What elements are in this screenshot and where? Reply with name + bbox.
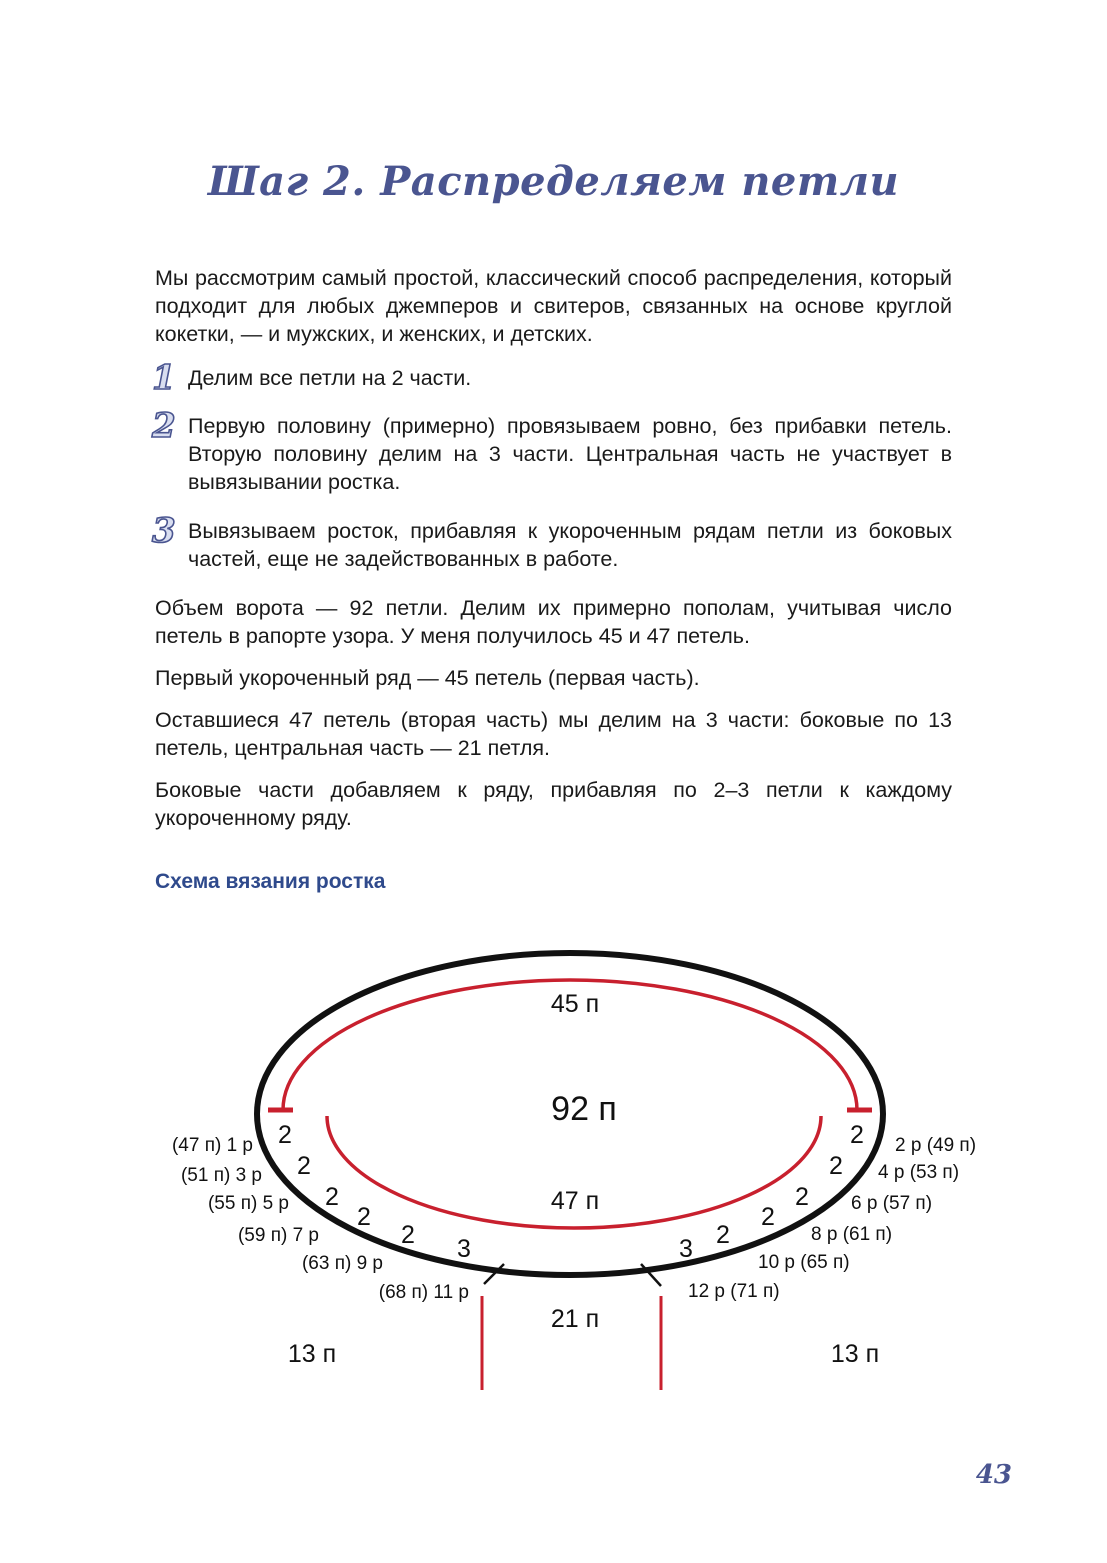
body-paragraph: Первый укороченный ряд — 45 петель (первая часть). [155,666,700,690]
second-half-arc [327,1116,821,1228]
right-row-label: 12 р (71 п) [688,1281,780,1302]
first-half-arc [283,980,857,1110]
left-row-label: (47 п) 1 р [171,1135,253,1156]
label-45: 45 п [550,990,600,1018]
label-47: 47 п [550,1187,600,1215]
step-2 [152,406,952,496]
right-count: 2 [716,1221,730,1249]
left-row-label: (51 п) 3 р [180,1165,262,1186]
left-division-tick [484,1264,504,1284]
right-row-label: 10 р (65 п) [758,1252,850,1273]
diagram-heading: Схема вязания ростка [155,870,386,893]
left-count: 2 [401,1221,415,1249]
body-paragraph: Оставшиеся 47 петель (вторая часть) мы делим на 3 части: боковые по 13 петель, центральная часть — 21 петля. [155,708,952,760]
step-1 [152,358,952,398]
right-count: 2 [850,1121,864,1149]
right-count: 2 [761,1203,775,1231]
left-row-label: (55 п) 5 р [207,1193,289,1214]
left-count: 3 [457,1235,471,1263]
collar-outline [257,953,883,1275]
left-count: 2 [297,1152,311,1180]
right-row-label: 6 р (57 п) [851,1193,933,1214]
body-paragraph: Боковые части добавляем к ряду, прибавляя по 2–3 петли к каждому укороченному ряду. [155,778,952,830]
left-row-label: (68 п) 11 р [378,1282,469,1303]
step-3 [152,511,952,573]
right-division-tick [641,1264,661,1286]
right-row-label: 2 р (49 п) [895,1135,977,1156]
intro-paragraph: Мы рассмотрим самый простой, классический способ распределения, который подходит для любых джемперов и свитеров, связанных на основе круглой кокетки, — и мужских, и женских, и детских. [155,266,952,346]
body-paragraph: Объем ворота — 92 петли. Делим их примерно пополам, учитывая число петель в рапорте узора. У меня получилось 45 и 47 петель. [155,596,952,648]
label-21: 21 п [550,1305,600,1333]
left-count: 2 [278,1121,292,1149]
left-count: 2 [325,1183,339,1211]
right-count: 3 [679,1235,693,1263]
label-left-13: 13 п [287,1340,337,1368]
page-title: Шаг 2. Распределяем петли [207,158,900,205]
step-number-icon: 1 [152,358,176,398]
step-text: Делим все петли на 2 части. [188,366,472,390]
right-count: 2 [795,1183,809,1211]
page-number: 43 [975,1460,1012,1490]
step-text: Первую половину (примерно) провязываем ровно, без прибавки петель. Вторую половину делим на 3 части. Центральная часть не участвует в вывязывании ростка. [188,414,952,494]
right-count: 2 [829,1152,843,1180]
left-count: 2 [357,1203,371,1231]
left-row-label: (63 п) 9 р [301,1253,383,1274]
right-row-label: 8 р (61 п) [811,1224,893,1245]
left-row-label: (59 п) 7 р [237,1225,319,1246]
step-number-icon: 3 [152,511,176,551]
step-number-icon: 2 [152,406,176,446]
label-right-13: 13 п [830,1340,880,1368]
right-row-label: 4 р (53 п) [878,1162,960,1183]
step-text: Вывязываем росток, прибавляя к укороченным рядам петли из боковых частей, еще не задействованных в работе. [188,519,952,571]
label-92: 92 п [551,1090,617,1128]
